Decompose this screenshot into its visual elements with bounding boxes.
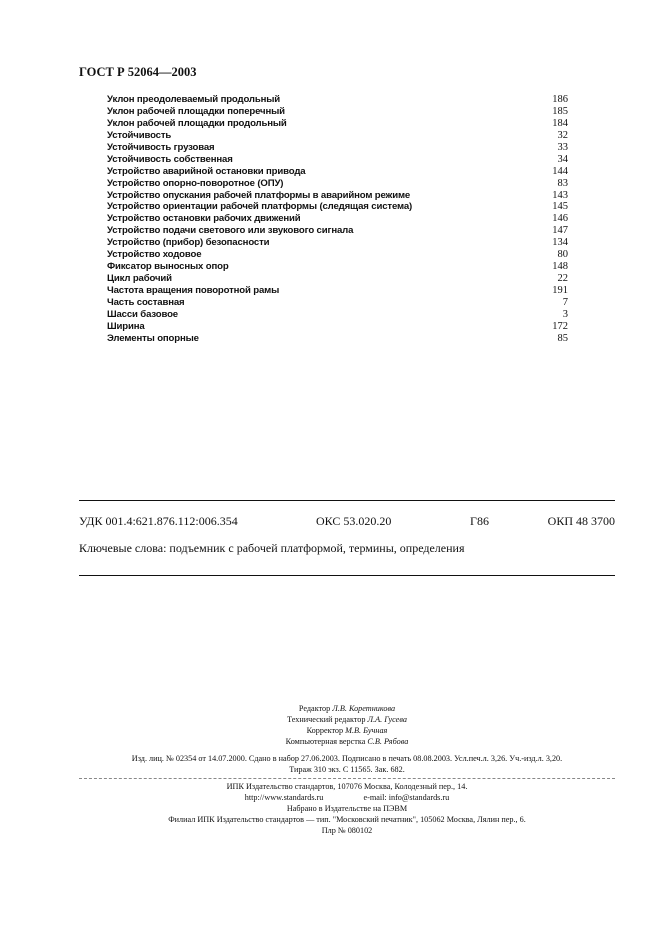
publisher-email: e-mail: info@standards.ru [363,793,450,802]
index-page-number: 80 [557,249,568,261]
publisher-line: ИПК Издательство стандартов, 107076 Москва, Колодезный пер., 14. [226,782,468,791]
index-term: Устройство (прибор) безопасности [107,237,270,249]
print-info-line-1: Изд. лиц. № 02354 от 14.07.2000. Сдано в набор 27.06.2003. Подписано в печать 08.08.2003. Усл.печ.л. 3,26. Уч.-изд.л. 3,20. [131,754,563,763]
index-page-number: 191 [552,285,568,296]
index-page-number: 83 [557,177,568,189]
index-entry [107,237,568,249]
index-entry [107,225,568,237]
index-term: Устойчивость грузовая [107,141,215,153]
index-entry [107,321,568,333]
corrector-line: Корректор М.В. Бучная [306,726,388,735]
index-entry [107,309,568,321]
index-entry [107,166,568,178]
plr-line: Плр № 080102 [321,826,373,835]
index-term: Частота вращения поворотной рамы [107,285,280,296]
alphabetical-index [107,94,568,345]
bottom-divider [79,575,615,576]
index-term: Устойчивость собственная [107,153,233,165]
index-term: Часть составная [107,296,185,308]
index-page-number: 172 [552,320,568,332]
index-entry [107,178,568,190]
index-term: Фиксатор выносных опор [107,261,229,273]
print-info-line-2: Тираж 310 экз. С 11565. Зак. 682. [289,765,405,774]
index-page-number: 185 [552,105,568,117]
index-term: Ширина [107,320,145,332]
publisher-contacts-line [79,792,615,803]
index-page-number: 134 [552,237,568,249]
index-page-number: 34 [557,153,568,165]
index-page-number: 22 [557,273,568,285]
index-entry [107,142,568,154]
typeset-line: Набрано в Издательстве на ПЭВМ [286,804,408,813]
classification-row [79,514,615,528]
tech-editor-line: Технический редактор Л.А. Гусева [287,715,407,724]
index-term: Устройство опускания рабочей платформы в аварийном режиме [107,189,411,201]
index-page-number: 144 [552,165,568,177]
index-page-number: 145 [552,201,568,213]
publisher-website: http://www.standards.ru [244,793,324,802]
index-entry [107,249,568,261]
index-term: Устройство ориентации рабочей платформы (следящая система) [107,201,413,213]
index-term: Уклон рабочей площадки продольный [107,117,287,129]
index-entry [107,154,568,166]
index-entry [107,130,568,142]
index-page-number: 32 [557,129,568,141]
index-page-number: 184 [552,117,568,129]
index-term: Устройство ходовое [107,249,202,261]
index-term: Устройство опорно-поворотное (ОПУ) [107,177,284,189]
index-page-number: 186 [552,94,568,105]
index-term: Шасси базовое [107,308,178,320]
index-page-number: 146 [552,213,568,225]
index-page-number: 7 [562,296,568,308]
index-entry [107,118,568,130]
index-entry [107,333,568,345]
index-term: Устройство остановки рабочих движений [107,213,301,225]
udk-code: УДК 001.4:621.876.112:006.354 [79,514,238,528]
index-page-number: 148 [552,261,568,273]
oks-code: ОКС 53.020.20 [316,514,392,528]
index-entry [107,213,568,225]
index-term: Устройство подачи светового или звукового сигнала [107,225,354,237]
colophon [79,703,615,836]
index-term: Цикл рабочий [107,273,172,285]
index-term: Уклон рабочей площадки поперечный [107,105,285,117]
index-page-number: 147 [552,225,568,237]
okp-code: ОКП 48 3700 [547,514,615,528]
index-entry [107,297,568,309]
index-term: Устройство аварийной остановки привода [107,165,306,177]
index-term: Уклон преодолеваемый продольный [107,94,281,105]
index-entry [107,94,568,106]
index-entry [107,273,568,285]
top-divider [79,500,615,501]
index-term: Устойчивость [107,129,172,141]
printed-line: Филиал ИПК Издательство стандартов — тип. "Московский печатник", 105062 Москва, Лялин пер., 6. [168,815,526,824]
index-page-number: 85 [557,332,568,344]
index-page-number: 143 [552,189,568,201]
index-entry [107,190,568,202]
editor-line: Редактор Л.В. Коретникова [298,704,396,713]
index-entry [107,285,568,297]
index-entry [107,201,568,213]
index-entry [107,106,568,118]
index-page-number: 3 [562,308,568,320]
index-page-number: 33 [557,141,568,153]
keywords-line: Ключевые слова: подъемник с рабочей платформой, термины, определения [79,541,465,555]
colophon-divider [79,778,615,779]
document-header: ГОСТ Р 52064—2003 [79,65,197,79]
index-entry [107,261,568,273]
layout-line: Компьютерная верстка С.В. Рябова [285,737,409,746]
index-term: Элементы опорные [107,332,199,344]
group-code: Г86 [470,514,489,528]
